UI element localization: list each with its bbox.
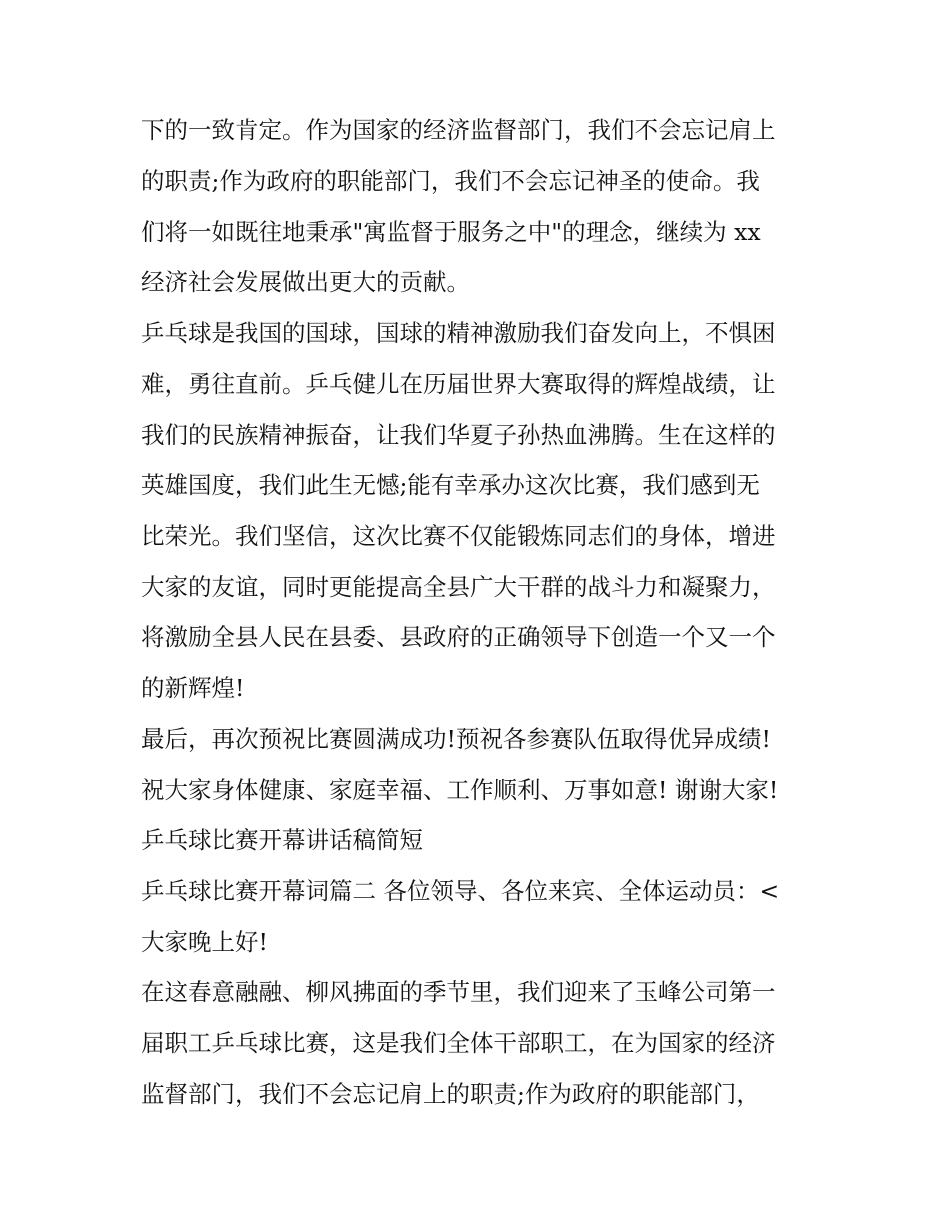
text-line: 英雄国度，我们此生无憾;能有幸承办这次比赛，我们感到无 <box>141 471 760 499</box>
text-line: 们将一如既往地秉承"寓监督于服务之中"的理念，继续为 xx <box>141 218 761 246</box>
text-line: 难，勇往直前。乒乓健儿在历届世界大赛取得的辉煌战绩，让 <box>141 370 776 398</box>
text-line: 乒乓球比赛开幕词篇二 各位领导、各位来宾、全体运动员：< <box>141 877 780 905</box>
text-line: 祝大家身体健康、家庭幸福、工作顺利、万事如意! 谢谢大家! <box>141 776 779 804</box>
text-line: 最后，再次预祝比赛圆满成功!预祝各参赛队伍取得优异成绩! <box>141 725 771 753</box>
text-line: 将激励全县人民在县委、县政府的正确领导下创造一个又一个 <box>141 623 776 651</box>
text-line: 下的一致肯定。作为国家的经济监督部门，我们不会忘记肩上 <box>141 116 776 144</box>
text-line: 届职工乒乓球比赛，这是我们全体干部职工，在为国家的经济 <box>141 1029 776 1057</box>
text-line: 大家的友谊，同时更能提高全县广大干群的战斗力和凝聚力， <box>141 573 776 601</box>
text-line: 乒乓球是我国的国球，国球的精神激励我们奋发向上，不惧困 <box>141 319 776 347</box>
text-line: 大家晚上好! <box>141 928 268 956</box>
text-line: 的新辉煌! <box>141 674 245 702</box>
text-line: 监督部门，我们不会忘记肩上的职责;作为政府的职能部门， <box>141 1080 760 1108</box>
text-line: 的职责;作为政府的职能部门，我们不会忘记神圣的使命。我 <box>141 167 760 195</box>
text-line: 在这春意融融、柳风拂面的季节里，我们迎来了玉峰公司第一 <box>141 978 776 1006</box>
section-heading: 乒乓球比赛开幕讲话稿简短 <box>141 826 423 854</box>
text-line: 我们的民族精神振奋，让我们华夏子孙热血沸腾。生在这样的 <box>141 421 776 449</box>
text-line: 经济社会发展做出更大的贡献。 <box>141 268 470 296</box>
text-line: 比荣光。我们坚信，这次比赛不仅能锻炼同志们的身体，增进 <box>141 522 776 550</box>
